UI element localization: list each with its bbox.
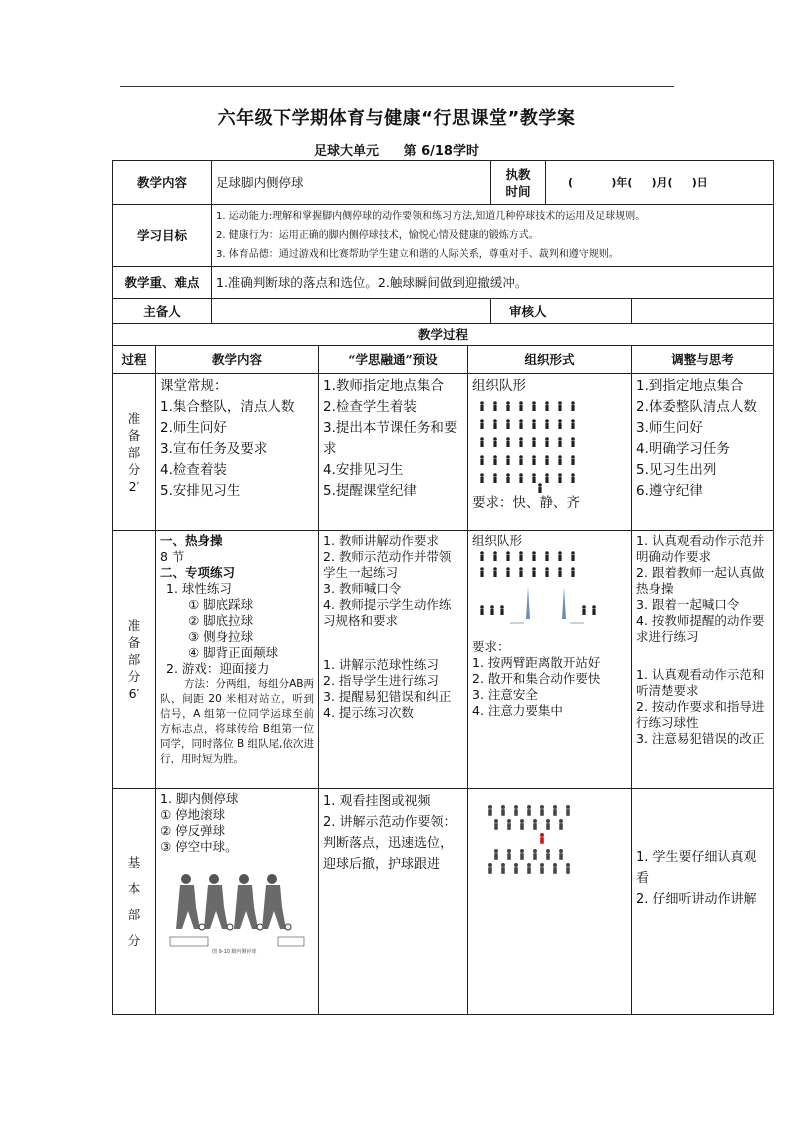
list-item: 5.安排见习生 — [160, 483, 241, 499]
content-cell — [156, 374, 319, 531]
preset-cell — [319, 531, 468, 789]
student-figure — [545, 419, 549, 429]
list-item: 1.集合整队，清点人数 — [160, 399, 295, 415]
student-figure — [500, 605, 504, 615]
student-figure — [558, 473, 562, 483]
time-label-2: 时间 — [505, 183, 531, 199]
student-figure — [558, 401, 562, 411]
student-figure — [558, 419, 562, 429]
phase-char: 分 — [127, 669, 141, 684]
student-figure — [532, 473, 536, 483]
content-row — [113, 161, 774, 205]
ball-icon — [285, 924, 291, 930]
student-figure — [480, 455, 484, 465]
phase-char: 6′ — [128, 686, 140, 701]
content-cell — [156, 789, 319, 1015]
list-item: 2. 跟着教师一起认真做热身操 — [636, 565, 765, 596]
player-figure — [262, 874, 291, 930]
student-figure — [538, 483, 542, 493]
student-figure — [507, 849, 511, 860]
student-figure — [506, 455, 510, 465]
student-figure — [507, 819, 511, 830]
ball-icon — [257, 924, 263, 930]
teacher-figure — [540, 833, 544, 844]
relay-diagram — [472, 549, 602, 639]
list-item: 2. 散开和集合动作要快 — [472, 671, 601, 686]
section-heading: 1. 脚内侧停球 — [160, 791, 239, 806]
student-figure — [514, 863, 518, 874]
org-require: 要求：快、静、齐 — [472, 495, 580, 511]
list-item: 2. 指导学生进行练习 — [323, 673, 439, 688]
goal-item: 3. 体育品德：通过游戏和比赛帮助学生建立和谐的人际关系，尊重对手、裁判和遵守规则。 — [216, 249, 619, 260]
student-figure — [493, 473, 497, 483]
preparer-row — [113, 299, 774, 324]
org-title: 组织队形 — [472, 533, 523, 548]
reviewer-label: 审核人 — [491, 299, 632, 324]
student-figure — [501, 863, 505, 874]
process-row-prep1 — [113, 374, 774, 531]
student-figure — [545, 473, 549, 483]
list-item: ② 脚底拉球 — [188, 613, 254, 628]
list-item: 2.检查学生着装 — [323, 399, 417, 415]
list-item: 2.体委整队清点人数 — [636, 399, 757, 415]
list-item: 2. 教师示范动作并带领学生一起练习 — [323, 549, 452, 580]
student-figure — [506, 419, 510, 429]
list-item: ④ 脚背正面颠球 — [188, 645, 279, 660]
list-item: 4. 按教师提醒的动作要求进行练习 — [636, 613, 765, 644]
preset-cell — [319, 789, 468, 1015]
student-figure — [532, 401, 536, 411]
student-figure — [493, 401, 497, 411]
student-figure — [506, 473, 510, 483]
process-header-row — [113, 346, 774, 374]
cone-marker — [562, 587, 566, 619]
student-figure — [527, 863, 531, 874]
student-figure — [558, 455, 562, 465]
col-header: 教学内容 — [156, 346, 319, 374]
student-figure — [566, 805, 570, 816]
phase-cell — [113, 531, 156, 789]
list-item: 1. 教师讲解动作要求 — [323, 533, 439, 548]
preparer-label: 主备人 — [113, 299, 212, 324]
student-figure — [532, 551, 536, 561]
list-item: 1. 按两臂距离散开站好 — [472, 655, 601, 670]
list-item: 课堂常规： — [160, 378, 228, 394]
phase-char: 备 — [127, 427, 141, 443]
goal-list — [212, 205, 774, 267]
formation-diagram — [472, 397, 602, 493]
list-item: 3.提出本节课任务和要求 — [323, 420, 458, 457]
student-figure — [501, 805, 505, 816]
phase-cell — [113, 789, 156, 1015]
student-figure — [480, 401, 484, 411]
phase-char: 分 — [127, 932, 141, 948]
student-figure — [532, 419, 536, 429]
phase-char: 分 — [127, 461, 141, 477]
student-figure — [527, 805, 531, 816]
student-figure — [493, 567, 497, 577]
time-label — [491, 161, 546, 205]
list-item: 4. 注意力要集中 — [472, 703, 563, 718]
phase-char: 部 — [127, 444, 141, 460]
list-item: 4. 教师提示学生动作练习规格和要求 — [323, 597, 452, 628]
sets-label: 8 节 — [160, 549, 185, 564]
goal-row — [113, 205, 774, 267]
game-method: 方法：分两组，每组分AB两队，间距 20 米相对站立，听到信号，A 组第一位同学运球至前方标志点，将球传给 B组第一位同学，同时落位 B 组队尾,依次进行，用时短为胜。 — [160, 678, 314, 765]
student-figure — [532, 455, 536, 465]
list-item: 5.提醒课堂纪律 — [323, 483, 417, 499]
student-figure — [545, 551, 549, 561]
key-value: 1.准确判断球的落点和选位。2.触球瞬间做到迎撤缓冲。 — [212, 267, 774, 299]
student-figure — [558, 437, 562, 447]
adjust-cell — [632, 531, 774, 789]
student-figure — [571, 551, 575, 561]
adjust-cell — [632, 789, 774, 1015]
org-cell — [468, 789, 632, 1015]
lesson-label: 第 6/18学时 — [403, 144, 479, 159]
page-subtitle — [0, 140, 793, 159]
technique-illustration — [160, 867, 310, 957]
student-figure — [506, 551, 510, 561]
org-cell — [468, 531, 632, 789]
student-figure — [480, 419, 484, 429]
student-figure — [490, 605, 494, 615]
student-figure — [558, 551, 562, 561]
phase-char: 部 — [127, 652, 141, 667]
preset-cell — [319, 374, 468, 531]
player-figure — [176, 874, 205, 930]
list-item: 1.到指定地点集合 — [636, 378, 744, 394]
student-figure — [480, 473, 484, 483]
student-figure — [571, 437, 575, 447]
student-figure — [519, 567, 523, 577]
list-item: ③ 停空中球。 — [160, 839, 238, 854]
goal-label: 学习目标 — [113, 205, 212, 267]
student-figure — [506, 437, 510, 447]
student-figure — [480, 551, 484, 561]
student-figure — [480, 437, 484, 447]
student-figure — [546, 849, 550, 860]
phase-char: 备 — [127, 635, 141, 650]
list-item: 2.师生问好 — [160, 420, 227, 436]
key-row — [113, 267, 774, 299]
student-figure — [520, 849, 524, 860]
student-figure — [506, 401, 510, 411]
list-item: 4.检查着装 — [160, 462, 227, 478]
figure-caption: 图 9-10 脚内侧停球 — [212, 949, 257, 955]
list-item: 4. 提示练习次数 — [323, 705, 414, 720]
org-title: 组织队形 — [472, 378, 526, 394]
time-label-1: 执教 — [505, 166, 531, 182]
student-figure — [493, 551, 497, 561]
org-cell — [468, 374, 632, 531]
col-header: 调整与思考 — [632, 346, 774, 374]
student-figure — [571, 401, 575, 411]
phase-char: 部 — [127, 906, 141, 922]
time-value: ( )年( )月( )日 — [546, 161, 774, 205]
col-header: “学思融通”预设 — [319, 346, 468, 374]
list-item: 1.教师指定地点集合 — [323, 378, 444, 394]
list-item: 3. 注意易犯错误的改正 — [636, 731, 765, 746]
student-figure — [480, 567, 484, 577]
goal-item: 1. 运动能力:理解和掌握脚内侧停球的动作要领和练习方法,知道几种停球技术的运用及足球规则。 — [216, 211, 646, 222]
student-figure — [519, 419, 523, 429]
practice-formation — [472, 797, 602, 887]
student-figure — [553, 863, 557, 874]
list-item: 3.宣布任务及要求 — [160, 441, 268, 457]
process-title-row — [113, 324, 774, 346]
list-item: 1. 球性练习 — [166, 581, 232, 596]
student-figure — [592, 605, 596, 615]
phase-char: 基 — [127, 854, 141, 870]
student-figure — [493, 419, 497, 429]
list-item: 2. 仔细听讲动作讲解 — [636, 892, 757, 907]
ball-icon — [199, 924, 205, 930]
phase-char: 本 — [127, 880, 141, 896]
caption-box — [170, 937, 208, 946]
list-item: 2. 讲解示范动作要领：判断落点，迅速选位，迎球后撤，护球跟进 — [323, 815, 457, 872]
list-item: 1. 学生要仔细认真观看 — [636, 850, 757, 886]
page-title: 六年级下学期体育与健康“行思课堂”教学案 — [217, 108, 576, 129]
content-value: 足球脚内侧停球 — [212, 161, 491, 205]
list-item: 6.遵守纪律 — [636, 483, 703, 499]
student-figure — [532, 567, 536, 577]
list-item: 2. 按动作要求和指导进行练习球性 — [636, 699, 765, 730]
caption-box — [278, 937, 304, 946]
student-figure — [540, 805, 544, 816]
content-label: 教学内容 — [113, 161, 212, 205]
student-figure — [533, 849, 537, 860]
student-figure — [545, 567, 549, 577]
phase-char: 2′ — [128, 478, 140, 494]
student-figure — [546, 819, 550, 830]
student-figure — [493, 455, 497, 465]
content-cell — [156, 531, 319, 789]
student-figure — [558, 567, 562, 577]
student-figure — [519, 473, 523, 483]
student-figure — [488, 805, 492, 816]
list-item: ③ 侧身拉球 — [188, 629, 254, 644]
student-figure — [553, 805, 557, 816]
list-item: 1. 观看挂图或视频 — [323, 794, 431, 809]
student-figure — [494, 849, 498, 860]
student-figure — [480, 605, 484, 615]
unit-label: 足球大单元 — [314, 144, 380, 159]
student-figure — [582, 605, 586, 615]
list-item: ① 停地滚球 — [160, 807, 226, 822]
top-rule — [120, 86, 674, 87]
student-figure — [571, 419, 575, 429]
list-item: 5.见习生出列 — [636, 462, 717, 478]
student-figure — [519, 437, 523, 447]
student-figure — [488, 863, 492, 874]
student-figure — [519, 455, 523, 465]
player-figure — [204, 874, 233, 930]
list-item: 1. 讲解示范球性练习 — [323, 657, 439, 672]
student-figure — [514, 805, 518, 816]
cone-marker — [526, 587, 530, 619]
phase-cell — [113, 374, 156, 531]
ball-icon — [227, 924, 233, 930]
list-item: 2. 游戏：迎面接力 — [166, 661, 270, 676]
list-item: 4.安排见习生 — [323, 462, 404, 478]
student-figure — [532, 437, 536, 447]
student-figure — [494, 819, 498, 830]
student-figure — [571, 455, 575, 465]
lesson-plan-table — [112, 160, 774, 1015]
student-figure — [545, 437, 549, 447]
col-header: 过程 — [113, 346, 156, 374]
student-figure — [571, 473, 575, 483]
list-item: 3.师生问好 — [636, 420, 703, 436]
col-header: 组织形式 — [468, 346, 632, 374]
student-figure — [545, 401, 549, 411]
student-figure — [520, 819, 524, 830]
student-figure — [566, 863, 570, 874]
student-figure — [559, 819, 563, 830]
phase-char: 准 — [127, 410, 141, 426]
student-figure — [519, 551, 523, 561]
student-figure — [533, 819, 537, 830]
section-heading: 二、专项练习 — [160, 565, 236, 580]
org-require-label: 要求： — [472, 639, 510, 654]
process-title: 教学过程 — [113, 324, 774, 346]
list-item: 1. 认真观看动作示范并明确动作要求 — [636, 533, 765, 564]
list-item: 3. 跟着一起喊口令 — [636, 597, 740, 612]
student-figure — [506, 567, 510, 577]
list-item: 3. 教师喊口令 — [323, 581, 402, 596]
reviewer-value — [632, 299, 774, 324]
list-item: 3. 提醒易犯错误和纠正 — [323, 689, 452, 704]
student-figure — [545, 455, 549, 465]
process-row-basic — [113, 789, 774, 1015]
player-figure — [234, 874, 263, 930]
student-figure — [493, 437, 497, 447]
process-row-prep2 — [113, 531, 774, 789]
student-figure — [540, 863, 544, 874]
goal-item: 2. 健康行为：运用正确的脚内侧停球技术，愉悦心情及健康的锻炼方式。 — [216, 230, 539, 241]
list-item: 3. 注意安全 — [472, 687, 538, 702]
preparer-value — [212, 299, 491, 324]
key-label: 教学重、难点 — [113, 267, 212, 299]
list-item: ① 脚底踩球 — [188, 597, 254, 612]
phase-char: 准 — [127, 618, 141, 633]
student-figure — [571, 567, 575, 577]
student-figure — [519, 401, 523, 411]
adjust-cell — [632, 374, 774, 531]
list-item: ② 停反弹球 — [160, 823, 226, 838]
list-item: 4.明确学习任务 — [636, 441, 730, 457]
student-figure — [559, 849, 563, 860]
list-item: 1. 认真观看动作示范和听清楚要求 — [636, 667, 765, 698]
section-heading: 一、热身操 — [160, 533, 223, 548]
